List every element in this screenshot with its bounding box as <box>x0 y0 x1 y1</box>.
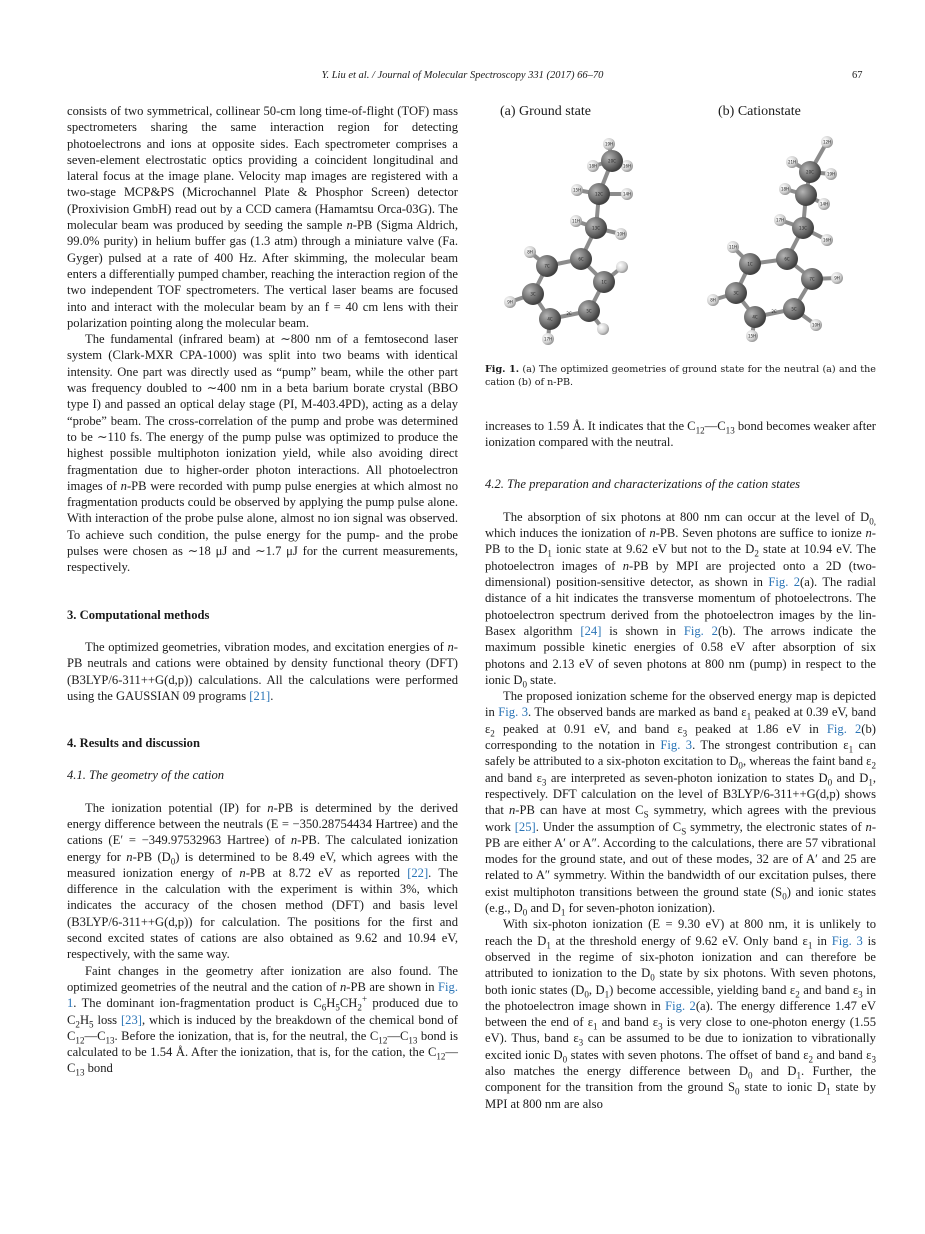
paragraph-laser: The fundamental (infrared beam) at ∼800 nm of a femtosecond laser system (Clark-MXR CPA-1000) was split into two beams with identical intensity. One part was directly used as “pump” beam, while the other part was frequency doubled to ∼400 nm in a beta barium borate crystal (BBO type I) and passed an optical delay stage (PI, M-403.4PD), acting as a delay “probe” beam. The cross-correlation of the pump and probe was determined to be ∼110 fs. The energy of the pump pulse was optimized to produce the highest possible multiphoton ionization yield, while also avoiding direct fragmentation due to higher-order photon interactions. All photoelectron images of n-PB were recorded with pump pulse energies at which almost no fragmentation products could be observed by applying the pump pulse alone. With interaction of the probe pulse alone, almost no ion signal was observed. To achieve such condition, the pulse energy for the pump- and the probe pulses were chosen as ∼18 μJ and ∼1.7 μJ for the current measurements, respectively. <box>67 332 458 575</box>
atom-label-a: 15H <box>572 187 582 193</box>
paragraph-computational: The optimized geometries, vibration modes, and excitation energies of n-PB neutrals and cations were obtained by density functional theory (DFT) (B3LYP/6-311++G(d,p)) calculations. All the calculations were performed using the GAUSSIAN 09 programs [21]. <box>67 639 458 703</box>
atom-label-b: 16H <box>822 237 832 243</box>
atom-label-a: 19H <box>604 141 614 147</box>
figure-1-caption <box>485 364 876 389</box>
fig2-link[interactable]: Fig. 2 <box>665 998 696 1013</box>
caption-text: (a) The optimized geometries of ground state for the neutral (a) and the cation (b) of n-PB. <box>485 364 876 388</box>
right-column <box>485 418 876 1112</box>
atom-label-b: 13C <box>799 225 807 231</box>
paragraph-bond-continued: increases to 1.59 Å. It indicates that the $C_{12}—C_{13}$ bond becomes weaker after ionization compared with the neutral. <box>485 419 877 450</box>
ref-link-24[interactable]: [24] <box>580 623 602 638</box>
fig1-link[interactable]: Fig. 1 <box>67 979 458 1011</box>
atom-label-b: 15H <box>747 333 757 339</box>
atom-label-a: 18H <box>588 163 598 169</box>
section-title-results: 4. Results and discussion <box>67 736 200 751</box>
atom-label-b: 5C <box>791 306 797 312</box>
paragraph-geometry-changes: Faint changes in the geometry after ionization are also found. The optimized geometries of the neutral and the cation of n-PB are shown in Fig. 1. The dominant ion-fragmentation product is $C_6H_5CH_2^+$ produced due to $C_2H_5$ loss [23], which is induced by the breakdown of the chemical bond of $C_{12}—C_{13}$. Before the ionization, that is, for the neutral, the $C_{12}—C_{13}$ bond is calculated to be 1.54 Å. After the ionization, that is, for the cation, the $C_{12}—C_{13}$ bond <box>67 963 458 1078</box>
atom-label-a: 5C <box>586 308 592 314</box>
left-column <box>67 103 458 1077</box>
atom-label-b: 18H <box>780 186 790 192</box>
atom-label-b: 3C <box>733 290 739 296</box>
atom-label-a: 20C <box>608 158 616 164</box>
fig3-link[interactable]: Fig. 3 <box>831 933 863 948</box>
atom-label-b: 7C <box>809 276 815 282</box>
atom-label-b: 21H <box>787 159 797 165</box>
atom-label-b: 14H <box>819 201 829 207</box>
atom-label-a: 16H <box>622 163 632 169</box>
atom-label-a: 13C <box>592 225 600 231</box>
panel-a-label: (a) Ground state <box>500 104 591 119</box>
running-header <box>0 70 925 90</box>
figure-1 <box>485 104 876 359</box>
atom-label-a: 1C <box>601 279 607 285</box>
atom-label-a: 7C <box>544 263 550 269</box>
atom-label-b: 2C <box>771 309 777 314</box>
atom-label-b: 17H <box>775 217 785 223</box>
atom-label-a: 9H <box>507 299 513 305</box>
section-title-computational: 3. Computational methods <box>67 607 210 622</box>
paragraph-ionization-potential: The ionization potential (IP) for n-PB is determined by the derived energy difference between the neutrals (E = −350.28754434 Hartree) and the cations (E′ = −349.97532963 Hartree) of n-PB. The calculated ionization energy for n-PB $(D_0)$ is determined to be 8.49 eV, which agrees with the measured ionization energy of n-PB at 8.72 eV as reported [22]. The difference in the calculation with the experiment is within 3%, which indicates the accuracy of the chosen method (DFT) and basis level (B3LYP/6-311++G(d,p)) for calculation. The positions for the first and second excited states of cations are also obtained as 9.62 and 10.94 eV, respectively, with the same way. <box>67 800 458 962</box>
paragraph-absorption: The absorption of six photons at 800 nm can occur at the level of $D_{0,}$ which induces the ionization of n-PB. Seven photons are suffice to ionize n-PB to the $D_1$ ionic state at 9.62 eV but not to the $D_2$ state at 10.94 eV. The photoelectron images of n-PB by MPI are projected onto a 2D (two-dimensional) position-sensitive detector, as shown in Fig. 2(a). The radial distance of a hit indicates the transverse momentum of photoelectrons. The photoelectron spectrum derived from the photoelectron images by the lin-Basex algorithm [24] is shown in Fig. 2(b). The arrows indicate the maximum possible kinetic energies of 0.58 eV after absorption of six photons and 2.13 eV of seven photons at 800 nm (pump) in respect to the ionic $D_0$ state. <box>485 509 876 690</box>
panel-b-label: (b) Cationstate <box>718 104 801 119</box>
fig2-link[interactable]: Fig. 2 <box>683 623 718 638</box>
atom-label-a: 3C <box>530 291 536 297</box>
neutral-molecule <box>510 141 627 339</box>
fig2-link[interactable]: Fig. 2 <box>826 721 862 736</box>
fig3-link[interactable]: Fig. 3 <box>498 705 529 720</box>
page-number: 67 <box>852 70 863 81</box>
atom-label-b: 8H <box>710 297 716 303</box>
atom-label-a: 4C <box>547 316 553 322</box>
paragraph-apparatus: consists of two symmetrical, collinear 50-cm long time-of-flight (TOF) mass spectrometers sharing the same interaction region for detecting photoelectrons and ions at opposite sides. Each spectrometer comprises a seven-element electrostatic optics providing a coincident longitudinal and lateral focus at the image plane. Velocity map images are registered with a two-stage MCP&PS (Microchannel Plate & Phosphor Screen) detector (Proxivision GmbH) read out by a CCD camera (Hamamtsu Orca-03G). The molecular beam was produced by seeding the sample n-PB (Sigma Aldrich, 99.0% purity) in helium buffer gas (1.3 atm) through a miniature valve (Fa. Gyger) pulsed at a rate of 400 Hz. After skimming, the molecular beam enters a differentially pumped chamber, reaching the interaction region of the two independent TOF spectrometers. The vertical laser beams are focused into and interact with the molecular beam by an f = 40 cm lens with their polarization pointing along the molecular beam. <box>67 104 459 330</box>
caption-label: Fig. 1. <box>485 364 520 375</box>
ref-link-22[interactable]: [22] <box>407 865 429 880</box>
fig3-link[interactable]: Fig. 3 <box>660 738 693 753</box>
ref-link-21[interactable]: [21] <box>249 688 271 703</box>
atom-label-b: 4C <box>752 314 758 320</box>
subsection-title-4-1: 4.1. The geometry of the cation <box>67 768 225 783</box>
subsection-title-4-2: 4.2. The preparation and characterizations of the cation states <box>485 476 801 491</box>
paragraph-ionization-scheme: The proposed ionization scheme for the observed energy map is depicted in Fig. 3. The observed bands are marked as band $\varepsilon_1$ peaked at 0.39 eV, band $\varepsilon_2$ peaked at 0.91 eV, and band $\varepsilon_3$ peaked at 1.86 eV in Fig. 2(b) corresponding to the notation in Fig. 3. The strongest contribution $\varepsilon_1$ can safely be attributed to a six-photon excitation to $D_0$, whereas the faint band $\varepsilon_2$ and band $\varepsilon_3$ are interpreted as seven-photon ionization to states $D_0$ and $D_1$, respectively. DFT calculation on the level of B3LYP/6-311++G(d,p) shows that n-PB can have at most $C_S$ symmetry, which agrees with the previous work [25]. Under the assumption of $C_S$ symmetry, the electronic states of n-PB are either A′ or A″. According to the calculations, there are 57 vibrational modes for the ground state, and out of these modes, 32 are of A′ and 25 are related to A″ symmetry. Within the bandwidth of our excitation pulses, there exist multiphoton transitions between the ground state $(S_0)$ and ionic states (e.g., $D_0$ and $D_1$ for seven-photon ionization). <box>485 689 877 918</box>
atom-label-b: 12H <box>822 139 832 145</box>
atom-label-a: 12C <box>595 191 603 197</box>
atom-label-b: 9H <box>834 275 840 281</box>
atom-label-a: 11H <box>571 218 581 224</box>
atom-label-b: 1C <box>747 261 753 267</box>
atom-label-a: 14H <box>622 191 632 197</box>
molecule-structures <box>485 104 876 359</box>
atom-label-a: 6C <box>578 256 584 262</box>
paragraph-six-photon: With six-photon ionization (E = 9.30 eV) at 800 nm, it is unlikely to reach the $D_1$ at the threshold energy of 9.62 eV. Only band $\varepsilon_1$ in Fig. 3 is observed in the regime of six-photon ionization and can therefore be attributed to ionization to the $D_0$ state by six photons. With seven photons, both ionic states ($D_0$, $D_1$) become accessible, yielding band $\varepsilon_2$ and band $\varepsilon_3$ in the photoelectron image shown in Fig. 2(a). The energy difference 1.47 eV between the end of $\varepsilon_1$ and band $\varepsilon_3$ is very close to one-photon energy (1.55 eV). Thus, band $\varepsilon_3$ can be assumed to be due to ionization to vibrationally excited ionic $D_0$ states with seven photons. The offset of band $\varepsilon_2$ and band $\varepsilon_3$ also matches the energy difference between $D_0$ and $D_1$. Further, the component for the transition from the ground $S_0$ state to ionic $D_1$ state by MPI at 800 nm are also <box>485 917 877 1111</box>
journal-citation: Y. Liu et al. / Journal of Molecular Spectroscopy 331 (2017) 66–70 <box>321 70 604 81</box>
atom-label-b: 10H <box>811 322 821 328</box>
atom-label-a: 2C <box>566 311 572 316</box>
atom-label-b: 19H <box>826 171 836 177</box>
atom-label-b: 11H <box>728 244 738 250</box>
atom-label-a: 10H <box>616 231 626 237</box>
atom-label-a: 17H <box>543 336 553 342</box>
ref-link-23[interactable]: [23] <box>120 1012 142 1027</box>
atom-label-b: 20C <box>806 169 814 175</box>
atom-label-b: 6C <box>784 256 790 262</box>
atom-label-a: 8H <box>527 249 533 255</box>
ref-link-25[interactable]: [25] <box>514 819 536 834</box>
fig2-link[interactable]: Fig. 2 <box>768 575 801 590</box>
